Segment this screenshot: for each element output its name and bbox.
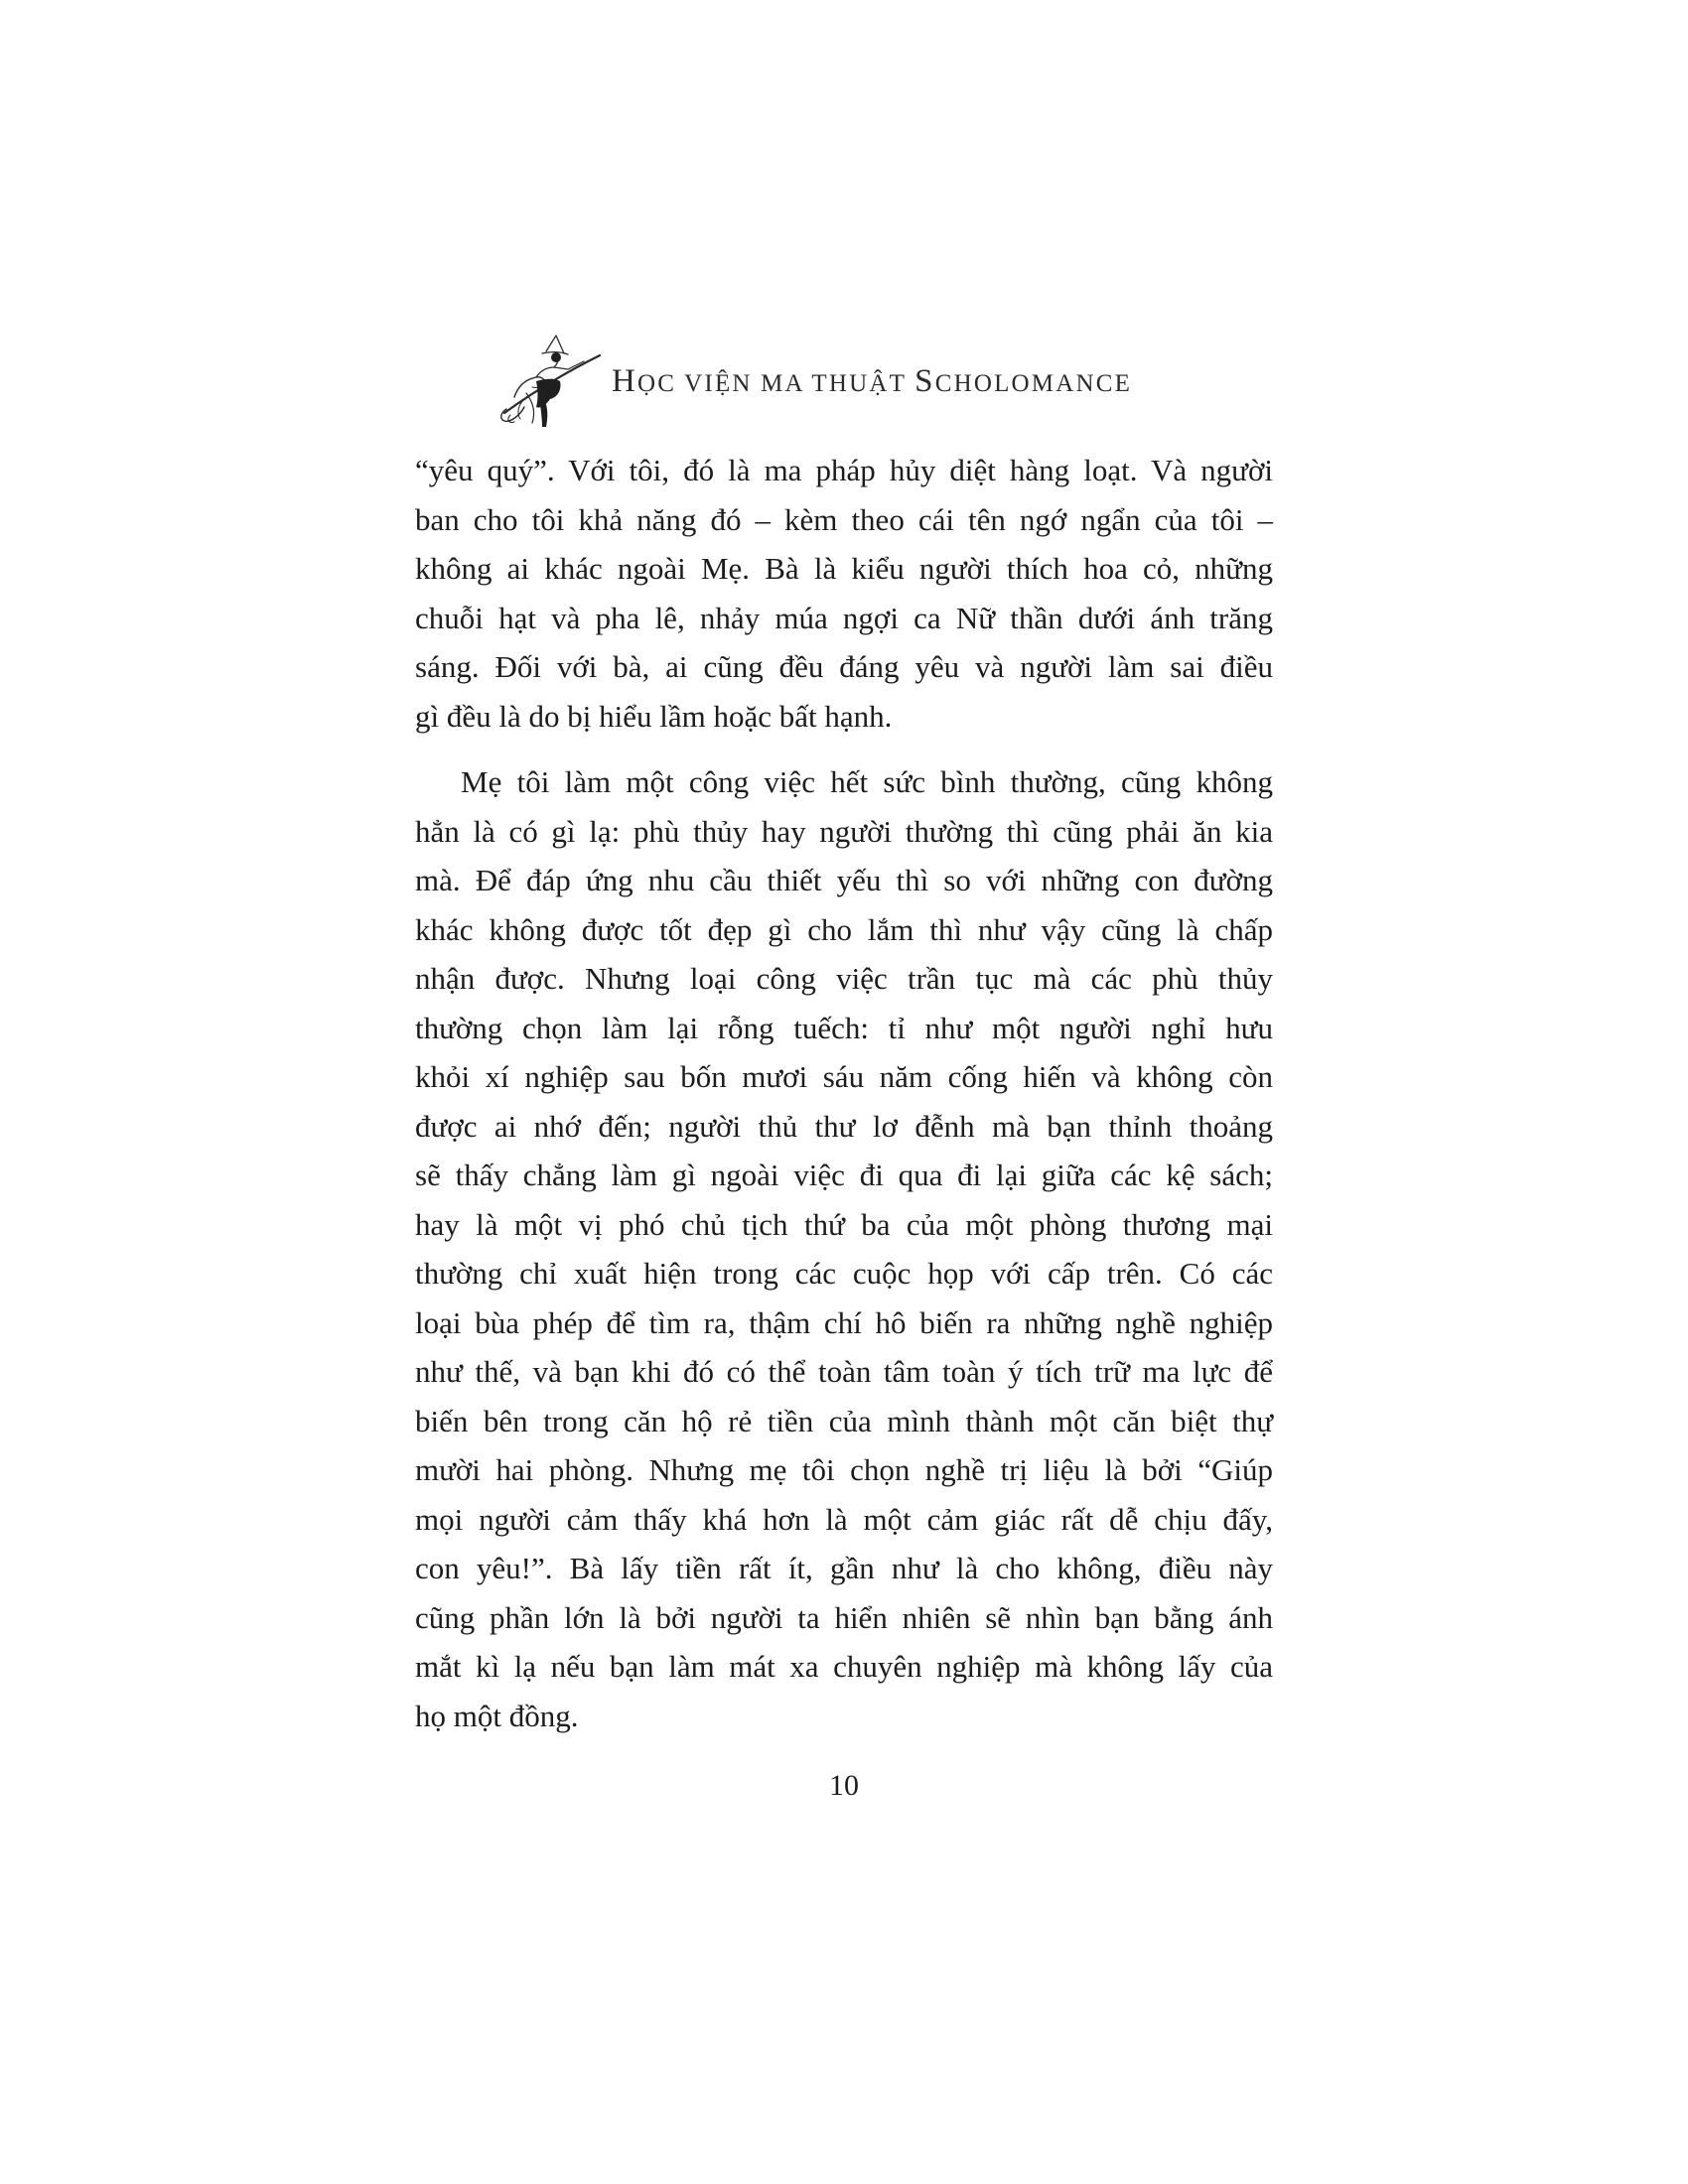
paragraph-2 (415, 757, 1273, 1740)
text-line: gì đều là do bị hiểu lầm hoặc bất hạnh. (415, 698, 893, 734)
text-line: thường chọn làm lại rỗng tuếch: tỉ như một người nghỉ hưu (415, 1010, 1273, 1045)
body-text (415, 446, 1273, 1740)
text-line: hẳn là có gì lạ: phù thủy hay người thường thì cũng phải ăn kia (415, 813, 1273, 849)
text-line: sẽ thấy chẳng làm gì ngoài việc đi qua đi lại giữa các kệ sách; (415, 1158, 1273, 1192)
text-line: ban cho tôi khả năng đó – kèm theo cái tên ngớ ngẩn của tôi – (415, 501, 1273, 537)
text-line: khỏi xí nghiệp sau bốn mươi sáu năm cống hiến và không còn (415, 1059, 1273, 1094)
text-line: nhận được. Nhưng loại công việc trần tục mà các phù thủy (415, 961, 1273, 996)
text-line: chuỗi hạt và pha lê, nhảy múa ngợi ca Nữ thần dưới ánh trăng (415, 600, 1273, 635)
text-line: mọi người cảm thấy khá hơn là một cảm giác rất dễ chịu đấy, (415, 1501, 1273, 1537)
text-line: biến bên trong căn hộ rẻ tiền của mình thành một căn biệt thự (415, 1403, 1273, 1438)
running-head-title-initial: H (612, 363, 638, 399)
text-line: mắt kì lạ nếu bạn làm mát xa chuyên nghiệp mà không lấy của (415, 1649, 1273, 1684)
text-line: con yêu!”. Bà lấy tiền rất ít, gần như là cho không, điều này (415, 1551, 1273, 1585)
text-line: thường chỉ xuất hiện trong các cuộc họp với cấp trên. Có các (415, 1256, 1273, 1291)
text-line: mười hai phòng. Nhưng mẹ tôi chọn nghề trị liệu là bởi “Giúp (415, 1452, 1273, 1487)
running-head-title-second-rest: CHOLOMANCE (934, 370, 1133, 397)
text-line: loại bùa phép để tìm ra, thậm chí hô biến ra những nghề nghiệp (415, 1304, 1273, 1340)
text-line: mà. Để đáp ứng nhu cầu thiết yếu thì so với những con đường (415, 863, 1273, 897)
text-line: “yêu quý”. Với tôi, đó là ma pháp hủy diệt hàng loạt. Và người (415, 453, 1273, 487)
running-head (496, 328, 1291, 437)
running-head-title-second-initial: S (914, 363, 935, 399)
text-line: họ một đồng. (415, 1698, 579, 1733)
paragraph-gap (415, 741, 1273, 757)
paragraph-1 (415, 446, 1273, 741)
text-line: khác không được tốt đẹp gì cho lắm thì như vậy cũng là chấp (415, 911, 1273, 947)
page-number: 10 (829, 1769, 859, 1802)
running-head-title (612, 363, 1132, 400)
text-line: như thế, và bạn khi đó có thể toàn tâm toàn ý tích trữ ma lực để (415, 1354, 1273, 1389)
text-line: sáng. Đối với bà, ai cũng đều đáng yêu và người làm sai điều (415, 649, 1273, 684)
witch-on-broom-icon (496, 328, 606, 437)
text-line: Mẹ tôi làm một công việc hết sức bình thường, cũng không (461, 764, 1273, 799)
text-line: không ai khác ngoài Mẹ. Bà là kiểu người thích hoa cỏ, những (415, 551, 1273, 586)
text-line: cũng phần lớn là bởi người ta hiển nhiên sẽ nhìn bạn bằng ánh (415, 1599, 1273, 1635)
running-head-title-rest: ỌC VIỆN MA THUẬT (637, 370, 915, 397)
text-line: hay là một vị phó chủ tịch thứ ba của một phòng thương mại (415, 1206, 1273, 1242)
text-line: được ai nhớ đến; người thủ thư lơ đễnh mà bạn thỉnh thoảng (415, 1108, 1273, 1144)
